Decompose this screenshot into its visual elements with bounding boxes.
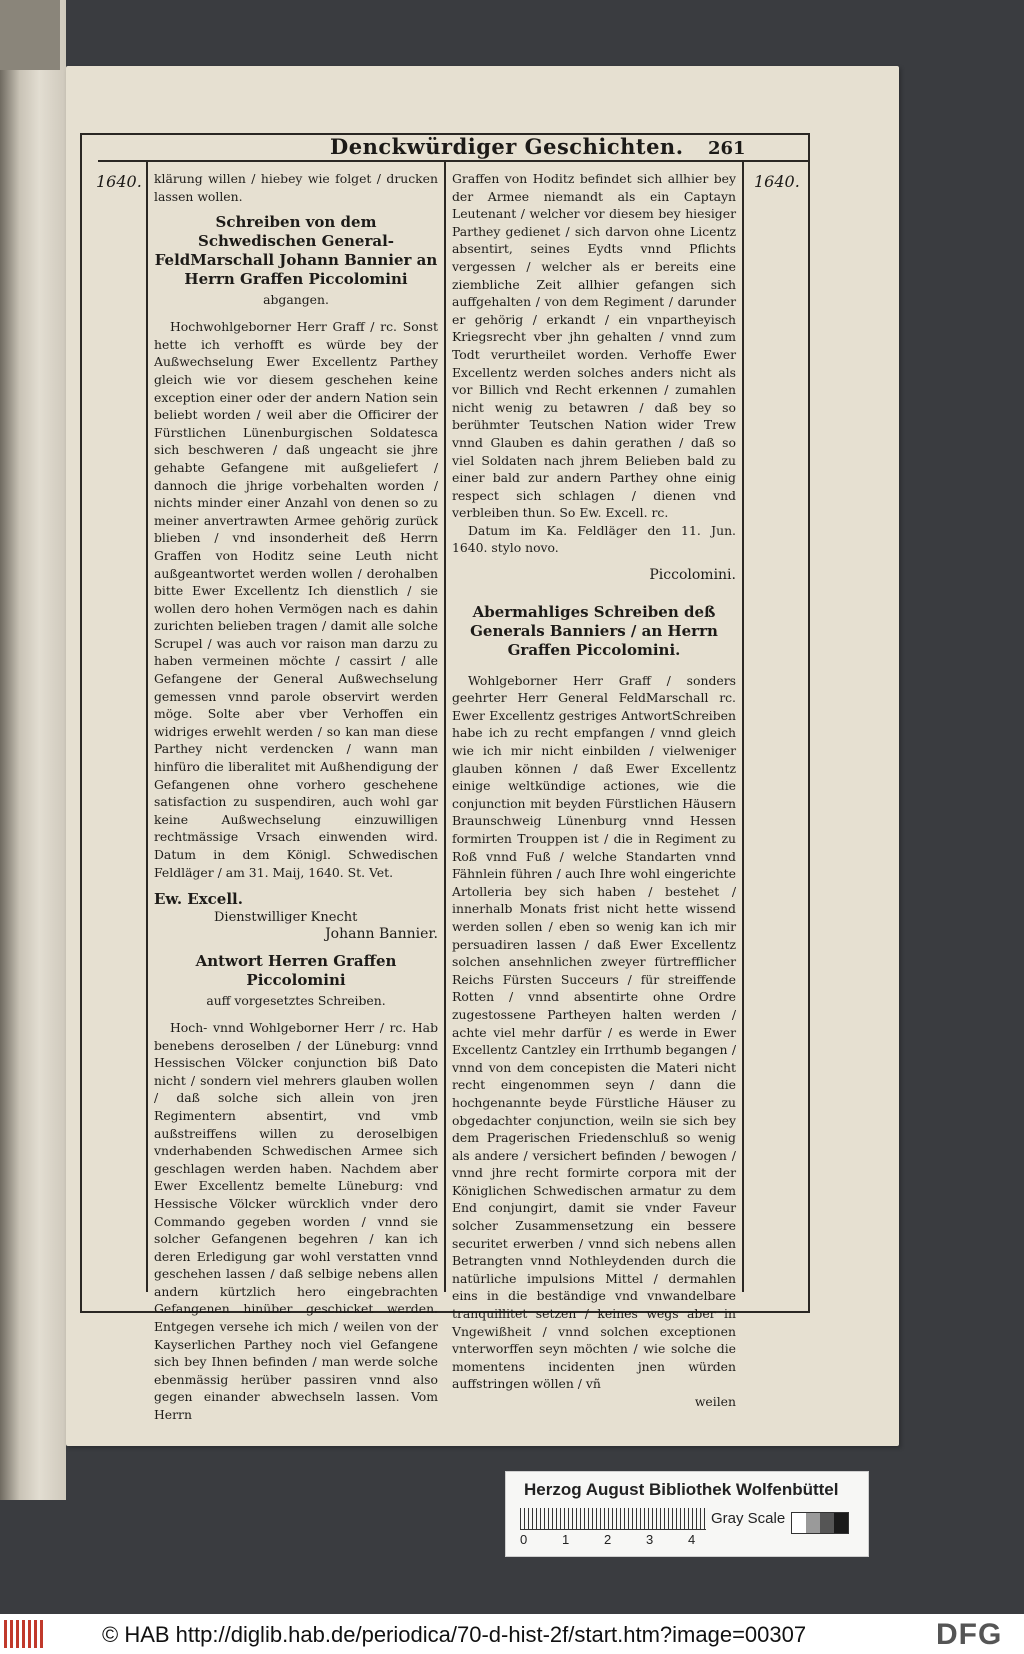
letter-body-bannier: Hochwohlgeborner Herr Graff / rc. Sonst hette ich verhofft es würde bey der Außwechselung Ewer Excellentz Parthey gleich wie vor diesem geschehen keine exception einer oder der andern Nation sein beliebt worden / weil aber die Officirer der Fürstlichen Lünenburgischen Soldatesca sich beschweren / daß ungeacht sie jhre gehabte Gefangene mit außgeliefert / dannoch die jhrige vorbehalten worden / nichts minder einer Anzahl von denen so zu meiner anvertrawten Armee gehörig zurück blieben / vnd insonderheit deß Herrn Graffen von Hoditz seine Leuth nicht außgeantwortet werden wollen / derohalben bitte Ewer Excellentz Ich dienstlich / sie wollen dero hohen Vermögen nach es dahin zurichten belieben tragen / damit alle solche Scrupel / was auch vor raison man darzu zu haben vermeinen möchte / cassirt / alle Gefangene der General Außwechselung gemessen vnnd parole observirt werden möge. Solte aber vber Verhoffen ein widriges erwehlt werden / so kan man diese Parthey nicht verdencken / wann man hinfüro die liberalitet mit Außhendigung der Gefangenen ohne vorhero geschehene satisfaction zu suspendiren, auch wohl gar keine Außwechselung einzuwilligen rechtmässige Vrsach einwenden wird. Datum in dem Königl. Schwedischen Feldläger / am 31. Maij, 1640. St. Vet. xyxy=(154,319,438,880)
reply-dated: Datum im Ka. Feldläger den 11. Jun. 1640. stylo novo. xyxy=(452,522,736,556)
margin-year-right: 1640. xyxy=(754,172,800,191)
book-edge xyxy=(0,0,66,1500)
second-letter-heading: Abermahliges Schreiben deß Generals Banniers / an Herrn Graffen Piccolomini. xyxy=(470,602,718,659)
running-title: Denckwürdiger Geschichten. xyxy=(330,134,684,159)
closing-excell: Ew. Excell. xyxy=(154,890,243,909)
ruler-number: 3 xyxy=(646,1532,654,1547)
library-name: Herzog August Bibliothek Wolfenbüttel xyxy=(524,1480,839,1499)
catchword: weilen xyxy=(694,1394,736,1409)
ruler-number: 2 xyxy=(604,1532,612,1547)
gray-swatch xyxy=(820,1513,834,1533)
closing-servant: Dienstwilliger Knecht xyxy=(214,909,358,925)
letter-heading-bannier: Schreiben von dem Schwedischen General-FeldMarschall Johann Bannier an Herrn Graffen Piccolomini xyxy=(154,213,438,289)
gray-scale-swatches xyxy=(791,1512,849,1534)
ruler-number: 0 xyxy=(520,1532,528,1547)
gray-swatch xyxy=(792,1513,806,1533)
letter-heading-sub: abgangen. xyxy=(263,292,329,308)
book-edge-top xyxy=(0,0,60,70)
ruler-number: 1 xyxy=(562,1532,570,1547)
column-rule-middle xyxy=(444,162,446,1292)
second-letter-body: Wohlgeborner Herr Graff / sonders geehrter Herr General FeldMarschall rc. Ewer Excellentz gestriges AntwortSchreiben habe ich zu recht empfangen / vnnd gleich wie ich mir nicht einbilden / vielweniger glauben können / daß Ewer Excellentz einige weltkündige actiones, wie die conjunction mit beyden Fürstlichen Häusern Braunschweig Lünenburg vnnd Hessen formirten Trouppen ist / die in Regiment zu Roß vnnd Fuß / welche Standarten vnnd Fähnlein führen / auch Ihre wohl eingerichte Artolleria bey sich haben / bestehet / innerhalb Monats frist nicht hette wissend werden sollen / eben so wenig kan ich mir persuadiren lassen / daß Ewer Excellentz solchen ansehnlichen zweyer fürtrefflicher Reichs Fürsten Succeurs / für streiffende Rotten / vnnd absentirte ohne Ordre zugestossene Partheyen halten werden / achte viel mehr darfür / es werde in Ewer Excellentz Cantzley ein Irrthumb begangen / vnnd von dem concepisten die Materi nicht recht eingenommen seyn / dann die hochgenannte beyde Fürstliche Häuser zu obgedachter conjunction, weiln sie sich bey dem Pragerischen Friedenschluß so wenig als andere / versichert befinden / bewogen / vnnd jhre recht formirte corpora mit der Königlichen Schwedischen armatur zu dem End conjungirt, damit sie vnder Faveur solcher Zusammensetzung ein bessere securitet erwerben / vnnd sich nebens allen Betrangten vnnd Nothleydenden durch die natürliche impulsions Mittel / dermahlen eins in die beständige vnd vnwandelbare tranquillitet setzen / keines wegs aber in Vngewißheit / vnnd solchen exceptionen vnterworffen seyn möchten / wie solche die momentens incidenten jnen würden auffstringen wöllen / vñ xyxy=(452,672,736,1392)
gray-swatch xyxy=(806,1513,820,1533)
reply-heading-piccolomini: Antwort Herren Graffen Piccolomini xyxy=(195,951,397,989)
signature-piccolomini: Piccolomini. xyxy=(649,567,736,584)
signature-bannier: Johann Bannier. xyxy=(325,926,438,943)
ruler-number: 4 xyxy=(688,1532,696,1547)
dfg-logo: DFG xyxy=(936,1618,1003,1651)
reply-heading-sub: auff vorgesetztes Schreiben. xyxy=(206,992,386,1008)
margin-year-left: 1640. xyxy=(96,172,142,191)
source-url[interactable]: © HAB http://diglib.hab.de/periodica/70-d-hist-2f/start.htm?image=00307 xyxy=(102,1622,807,1647)
column-rule-left xyxy=(146,162,148,1292)
gray-swatch xyxy=(834,1513,848,1533)
hab-logo-icon xyxy=(4,1620,44,1648)
reply-body-piccolomini: Hoch- vnnd Wohlgeborner Herr / rc. Hab benebens deroselben / der Lüneburg: vnnd Hessischen Völcker conjunction biß Dato nicht / sondern viel mehrers glauben wollen / daß solche sich allein von jren Regimentern absentirt, vnd vmb außstreiffens willen zu deroselbigen vnderhabenden Schwedischen Armee sich geschlagen werden haben. Nachdem aber Ewer Excellentz bemelte Lüneburg: vnd Hessische Völcker würcklich vnder dero Commando gegeben worden / vnnd sie solcher Gefangenen begehren / kan ich deren Erledigung gar wohl verstatten vnnd geschehen lassen / daß selbige nebens allen andern kürtzlich hero eingebrachten Gefangenen hinüber geschicket werden. Entgegen versehe ich mich / weilen von der Kayserlichen Parthey noch viel Gefangene sich bey Ihnen befinden / man werde solche ebenmässig herüber passiren vnnd also gegen einander abwechseln lassen. Vom Herrn xyxy=(154,1019,438,1423)
color-calibration-card xyxy=(505,1471,869,1557)
column-rule-right xyxy=(742,162,744,1292)
right-column xyxy=(452,170,736,1411)
left-column xyxy=(154,170,438,1424)
source-url-bar xyxy=(0,1614,1024,1654)
gray-scale-label: Gray Scale xyxy=(711,1510,786,1527)
page-number: 261 xyxy=(708,138,746,159)
scale-ruler xyxy=(520,1508,706,1530)
reply-body-continued: Graffen von Hoditz befindet sich allhier bey der Armee niemandt als ein Captayn Leutenant / welcher vor diesem bey hiesiger Parthey gedienet / sich darvon ohne Licentz absentirt, seines Eydts vnnd Pflichts vergessen / welcher als er bereits eine ziembliche Zeit allhier gefangen sich auffgehalten / von dem Regiment / darunder er gehörig / erkandt / ein vnpartheyisch Kriegsrecht vber jhn gehalten / vnnd zum Todt verurtheilet worden. Verhoffe Ewer Excellentz werden solches anders nicht als vor Billich vnd Recht erkennen / zumahlen nicht wenig zu betawren / daß bey so berühmter Teutschen Nation wider Trew vnnd Glauben es dahin gerathen / daß so viel Soldaten nach jhrem Belieben bald zu einer bald zur andern Parthey ohne einig respect sich schlagen / dienen vnd verbleiben thun. So Ew. Excell. rc. xyxy=(452,171,736,521)
left-opening-text: klärung willen / hiebey wie folget / drucken lassen wollen. xyxy=(154,171,438,204)
